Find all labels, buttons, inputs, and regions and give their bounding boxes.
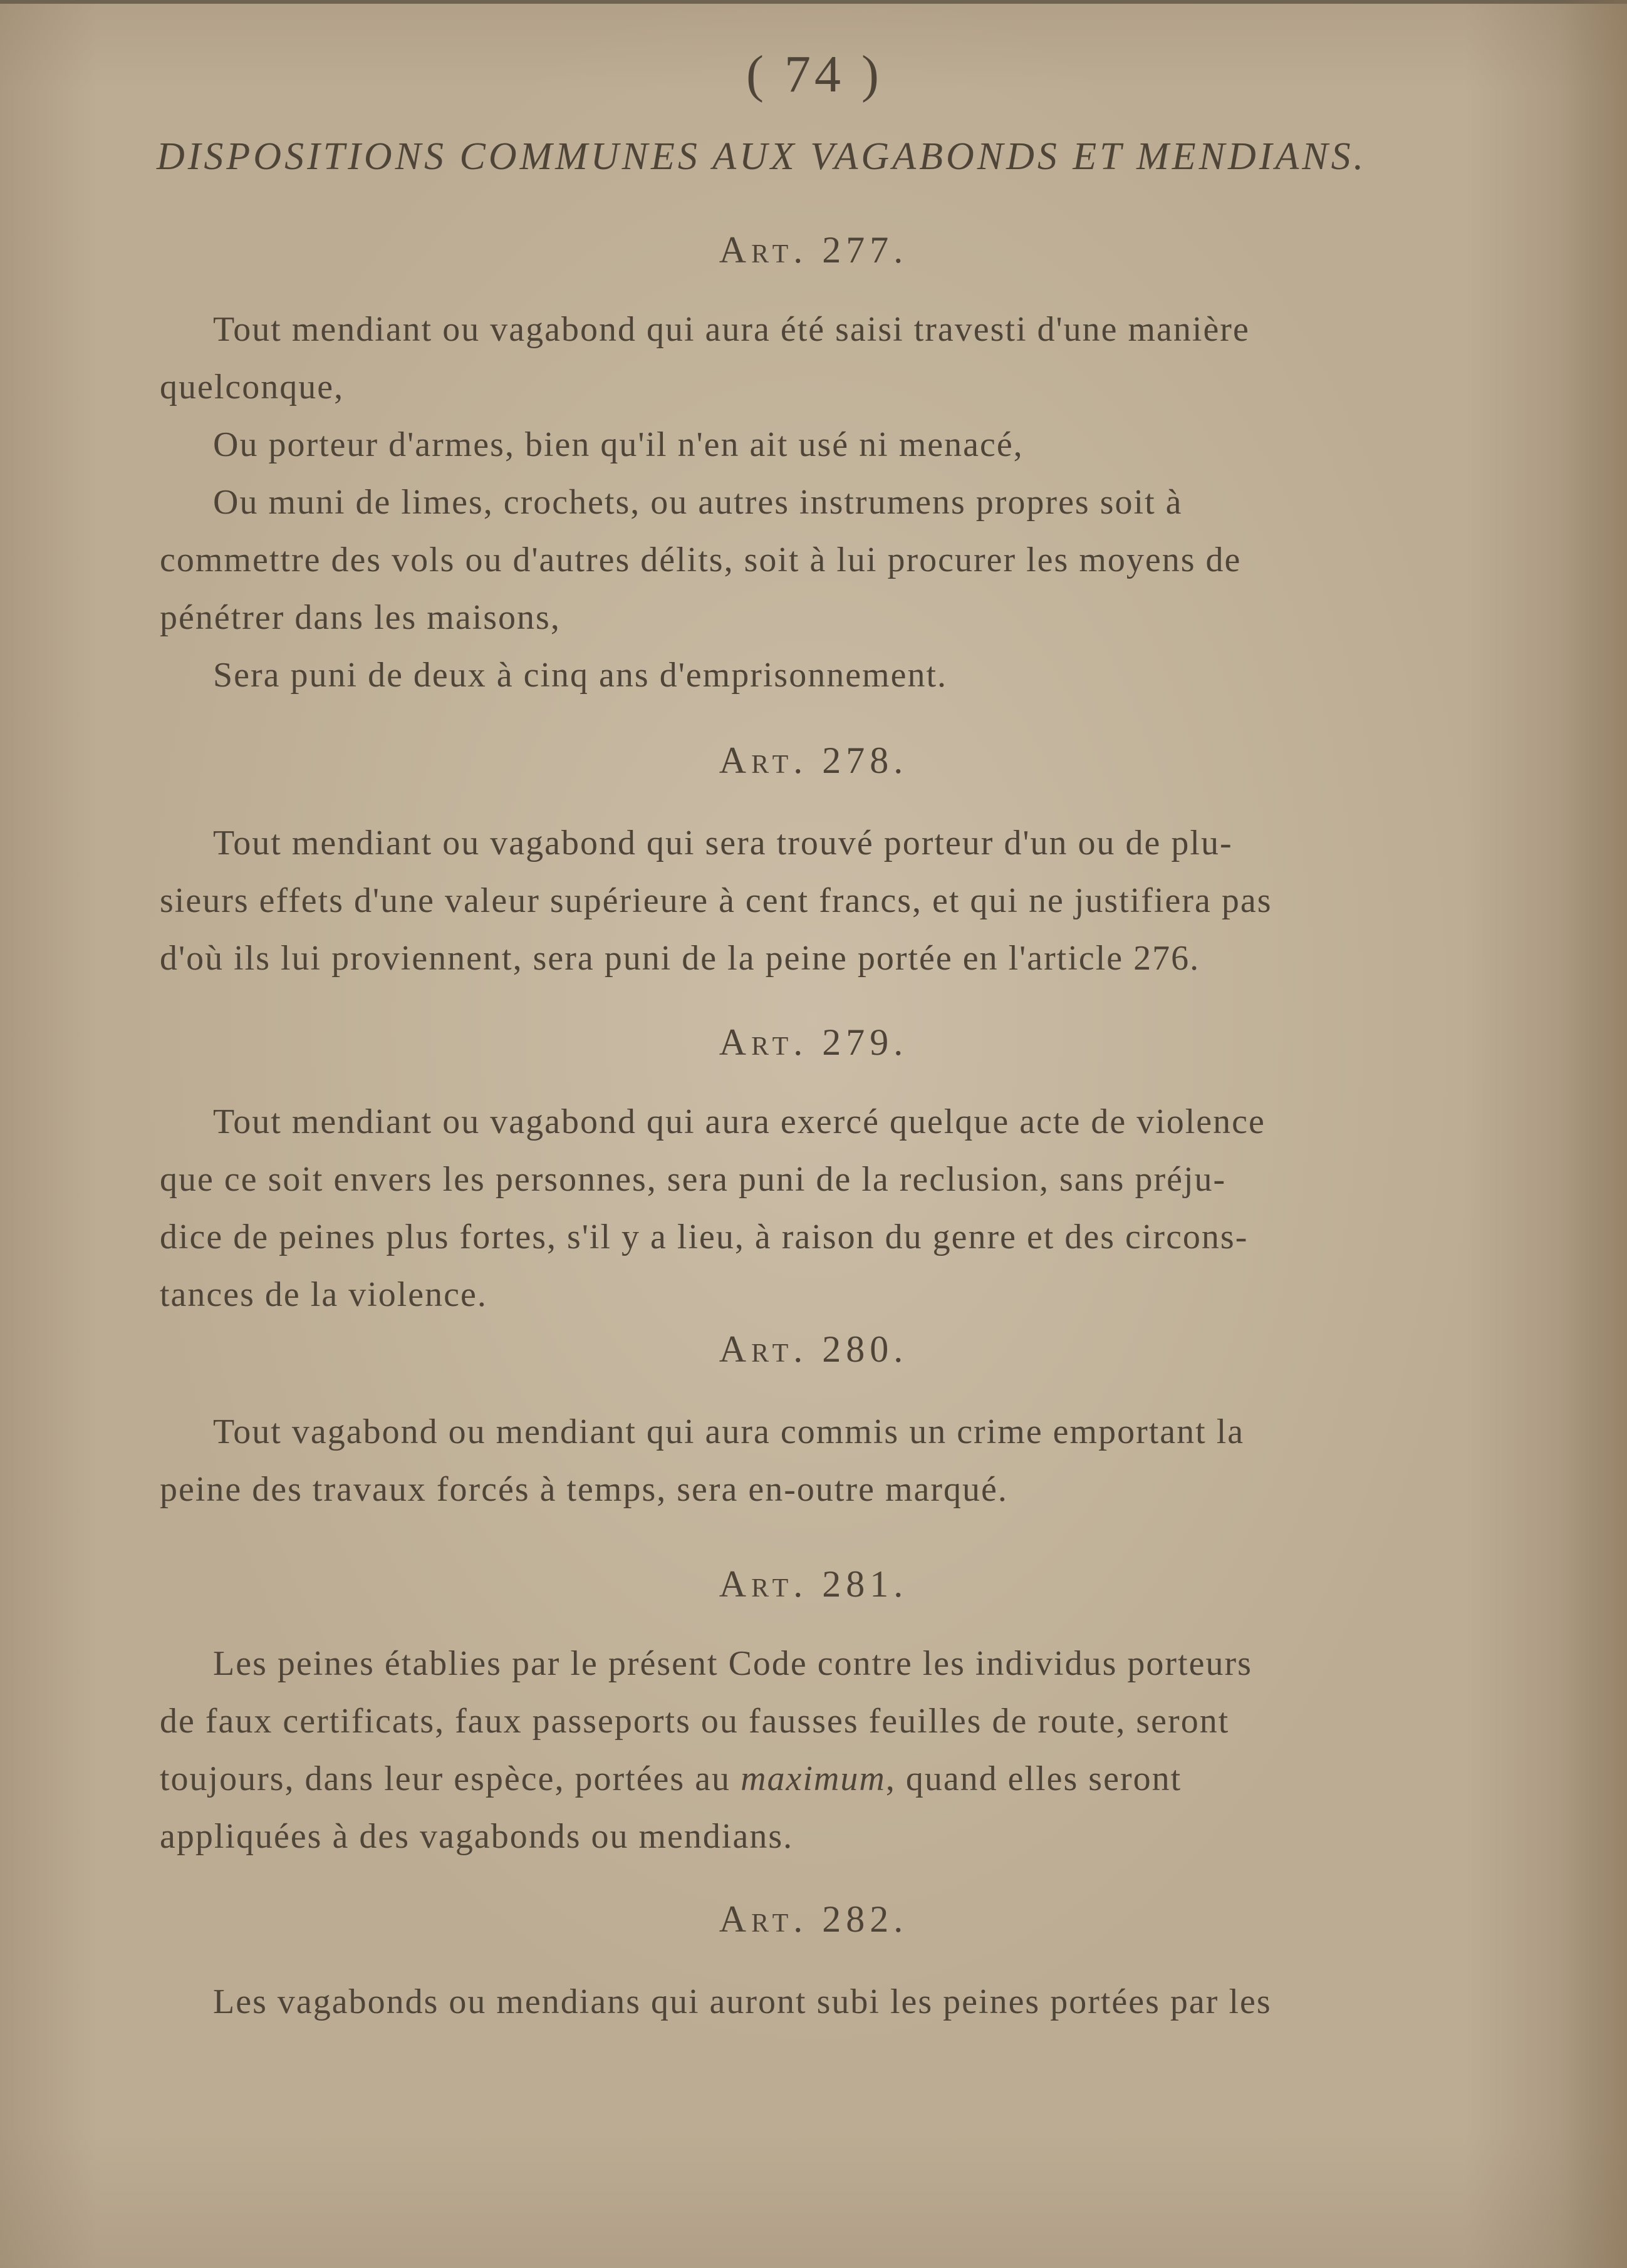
article-278-text bbox=[160, 814, 1494, 987]
text-line: que ce soit envers les personnes, sera puni de la reclusion, sans préju- bbox=[160, 1160, 1227, 1199]
text-line: tances de la violence. bbox=[160, 1275, 487, 1314]
article-282-text bbox=[160, 1973, 1494, 2031]
text-line: Les peines établies par le présent Code contre les individus porteurs bbox=[213, 1644, 1252, 1683]
article-279-text bbox=[160, 1093, 1494, 1323]
article-heading-280: Art. 280. bbox=[719, 1328, 908, 1370]
article-heading-277: Art. 277. bbox=[719, 229, 908, 271]
italic-word-maximum: maximum bbox=[741, 1759, 886, 1798]
text-line: de faux certificats, faux passeports ou fausses feuilles de route, seront bbox=[160, 1702, 1230, 1741]
text-line: pénétrer dans les maisons, bbox=[160, 598, 561, 637]
section-title: DISPOSITIONS COMMUNES AUX VAGABONDS ET MENDIANS. bbox=[157, 135, 1367, 178]
text-segment: toujours, dans leur espèce, portées au bbox=[160, 1759, 741, 1798]
text-line bbox=[160, 1750, 1494, 1808]
text-line: d'où ils lui proviennent, sera puni de la peine portée en l'article 276. bbox=[160, 939, 1200, 978]
text-line: Ou porteur d'armes, bien qu'il n'en ait usé ni menacé, bbox=[213, 425, 1024, 464]
text-line: dice de peines plus fortes, s'il y a lieu, à raison du genre et des circons- bbox=[160, 1218, 1249, 1256]
article-281-text bbox=[160, 1635, 1494, 1865]
text-line: Les vagabonds ou mendians qui auront subi les peines portées par les bbox=[213, 1982, 1272, 2021]
text-segment: , quand elles seront bbox=[885, 1759, 1182, 1798]
text-line: sieurs effets d'une valeur supérieure à cent francs, et qui ne justifiera pas bbox=[160, 881, 1272, 920]
article-280-text bbox=[160, 1403, 1494, 1518]
text-line: quelconque, bbox=[160, 368, 345, 406]
article-heading-282: Art. 282. bbox=[719, 1898, 908, 1940]
text-line: Tout mendiant ou vagabond qui sera trouvé porteur d'un ou de plu- bbox=[213, 824, 1233, 862]
text-line: commettre des vols ou d'autres délits, soit à lui procurer les moyens de bbox=[160, 541, 1242, 579]
text-line: peine des travaux forcés à temps, sera en-outre marqué. bbox=[160, 1470, 1008, 1509]
text-line: Sera puni de deux à cinq ans d'emprisonnement. bbox=[213, 656, 948, 695]
text-line: appliquées à des vagabonds ou mendians. bbox=[160, 1817, 794, 1856]
text-line: Tout mendiant ou vagabond qui aura exercé quelque acte de violence bbox=[213, 1102, 1266, 1141]
article-heading-278: Art. 278. bbox=[719, 740, 908, 781]
text-line: Ou muni de limes, crochets, ou autres instrumens propres soit à bbox=[213, 483, 1183, 522]
article-heading-279: Art. 279. bbox=[719, 1022, 908, 1063]
page-number: ( 74 ) bbox=[746, 45, 883, 103]
text-line: Tout mendiant ou vagabond qui aura été saisi travesti d'une manière bbox=[213, 310, 1250, 349]
article-277-text bbox=[160, 301, 1494, 704]
text-line: Tout vagabond ou mendiant qui aura commis un crime emportant la bbox=[213, 1412, 1245, 1451]
article-heading-281: Art. 281. bbox=[719, 1563, 908, 1605]
page-top-edge bbox=[0, 0, 1627, 4]
